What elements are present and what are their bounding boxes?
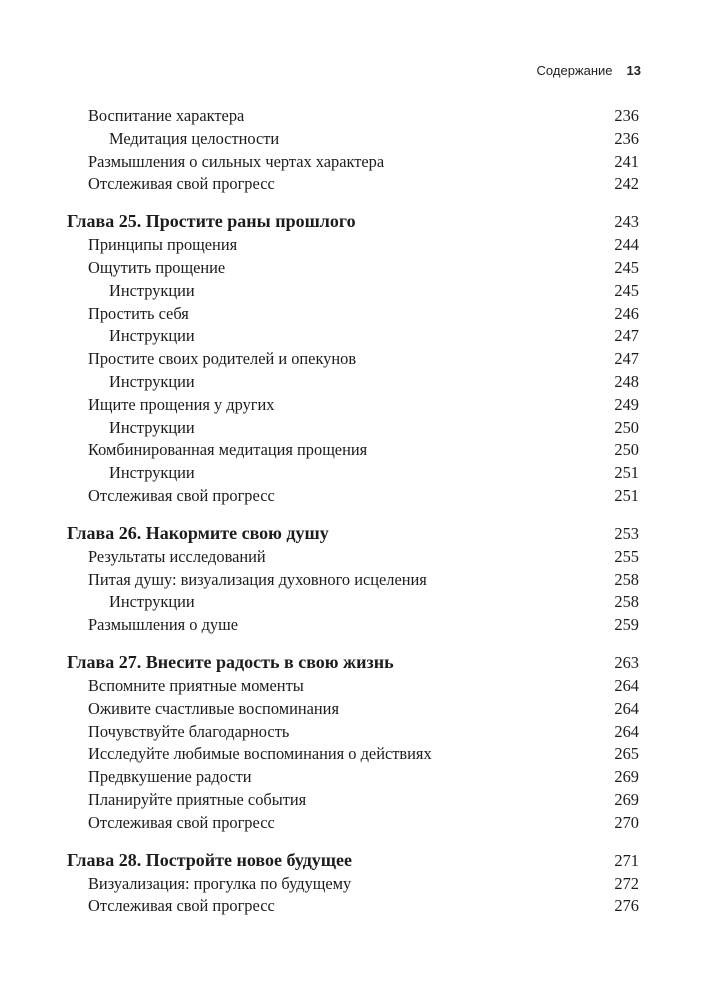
toc-entry-title: Ищите прощения у других <box>88 394 275 414</box>
toc-entry-title: Простите своих родителей и опекунов <box>88 349 357 369</box>
running-head-section-title: Содержание <box>536 63 613 78</box>
toc-entry-page: 258 <box>614 569 639 589</box>
toc-entry-page: 236 <box>614 106 639 125</box>
toc-section-row <box>67 789 639 812</box>
toc-entry-title: Отслеживая свой прогресс <box>88 485 275 505</box>
toc-entry-page: 253 <box>614 523 639 543</box>
toc-section-row <box>67 348 639 371</box>
toc-entry-title: Инструкции <box>109 326 195 346</box>
chapter-gap <box>67 835 639 848</box>
toc-entry-title: Принципы прощения <box>88 235 238 255</box>
toc-entry-title: Оживите счастливые воспоминания <box>88 698 339 718</box>
toc-entry-page: 241 <box>614 151 639 171</box>
toc-section-row <box>67 675 639 698</box>
toc-entry-page: 245 <box>614 257 639 277</box>
toc-entry-page: 246 <box>614 303 639 323</box>
toc-entry-page: 269 <box>614 789 639 809</box>
toc-entry-page: 264 <box>614 698 639 718</box>
toc-chapter-row <box>67 848 639 873</box>
toc-entry-page: 276 <box>614 896 639 916</box>
toc-entry-page: 250 <box>614 440 639 460</box>
toc-entry-title: Инструкции <box>109 280 195 300</box>
table-of-contents <box>67 105 639 918</box>
toc-entry-title: Вспомните приятные моменты <box>88 675 304 695</box>
toc-entry-title: Почувствуйте благодарность <box>88 721 290 741</box>
chapter-gap <box>67 508 639 521</box>
toc-entry-title: Размышления о душе <box>88 615 238 635</box>
toc-section-row <box>67 698 639 721</box>
toc-entry-page: 264 <box>614 675 639 695</box>
toc-entry-page: 272 <box>614 873 639 893</box>
toc-section-row <box>67 743 639 766</box>
toc-entry-title: Визуализация: прогулка по будущему <box>88 873 352 893</box>
toc-entry-page: 265 <box>614 744 639 764</box>
toc-entry-page: 255 <box>614 546 639 566</box>
toc-entry-page: 251 <box>614 485 639 505</box>
toc-subsection-row <box>67 417 639 440</box>
toc-entry-title: Размышления о сильных чертах характера <box>88 151 385 171</box>
toc-entry-page: 236 <box>614 128 639 148</box>
toc-section-row <box>67 766 639 789</box>
toc-chapter-row <box>67 650 639 675</box>
toc-section-row <box>67 257 639 280</box>
toc-entry-page: 258 <box>614 592 639 612</box>
running-head-page-number: 13 <box>626 63 641 78</box>
toc-entry-page: 247 <box>614 326 639 346</box>
toc-entry-page: 264 <box>614 721 639 741</box>
toc-entry-page: 259 <box>614 615 639 635</box>
toc-subsection-row <box>67 280 639 303</box>
toc-subsection-row <box>67 371 639 394</box>
toc-entry-title: Глава 26. Накормите свою душу <box>67 522 329 543</box>
toc-entry-page: 251 <box>614 463 639 483</box>
toc-section-row <box>67 546 639 569</box>
toc-entry-page: 269 <box>614 767 639 787</box>
toc-entry-title: Инструкции <box>109 417 195 437</box>
toc-section-row <box>67 614 639 637</box>
toc-entry-page: 271 <box>614 850 639 870</box>
toc-entry-title: Инструкции <box>109 592 195 612</box>
toc-entry-title: Исследуйте любимые воспоминания о действиях <box>88 744 432 764</box>
toc-entry-page: 263 <box>614 652 639 672</box>
toc-entry-title: Отслеживая свой прогресс <box>88 174 275 194</box>
toc-entry-page: 249 <box>614 394 639 414</box>
toc-subsection-row <box>67 128 639 151</box>
toc-chapter-row <box>67 521 639 546</box>
toc-section-row <box>67 721 639 744</box>
chapter-gap <box>67 637 639 650</box>
toc-section-row <box>67 873 639 896</box>
toc-section-row <box>67 394 639 417</box>
toc-entry-title: Планируйте приятные события <box>88 789 307 809</box>
toc-entry-title: Глава 27. Внесите радость в свою жизнь <box>67 651 394 672</box>
toc-section-row <box>67 234 639 257</box>
toc-chapter-row <box>67 209 639 234</box>
toc-entry-title: Воспитание характера <box>88 106 245 125</box>
toc-section-row <box>67 105 639 128</box>
toc-section-row <box>67 895 639 918</box>
toc-entry-title: Результаты исследований <box>88 546 266 566</box>
toc-entry-title: Инструкции <box>109 463 195 483</box>
toc-entry-title: Питая душу: визуализация духовного исцеления <box>88 569 427 589</box>
toc-entry-page: 270 <box>614 812 639 832</box>
toc-section-row <box>67 303 639 326</box>
toc-section-row <box>67 485 639 508</box>
toc-entry-page: 244 <box>614 235 639 255</box>
toc-section-row <box>67 439 639 462</box>
toc-entry-page: 242 <box>614 174 639 194</box>
toc-entry-page: 250 <box>614 417 639 437</box>
toc-section-row <box>67 812 639 835</box>
toc-subsection-row <box>67 591 639 614</box>
toc-entry-page: 247 <box>614 349 639 369</box>
toc-entry-title: Инструкции <box>109 371 195 391</box>
toc-entry-title: Глава 25. Простите раны прошлого <box>67 211 356 232</box>
toc-entry-title: Отслеживая свой прогресс <box>88 812 275 832</box>
toc-entry-title: Глава 28. Постройте новое будущее <box>67 849 352 870</box>
toc-entry-title: Комбинированная медитация прощения <box>88 440 368 460</box>
toc-entry-title: Простить себя <box>88 303 189 323</box>
toc-entry-page: 245 <box>614 280 639 300</box>
toc-entry-page: 243 <box>614 212 639 232</box>
toc-subsection-row <box>67 325 639 348</box>
toc-section-row <box>67 569 639 592</box>
toc-subsection-row <box>67 462 639 485</box>
toc-entry-title: Ощутить прощение <box>88 257 226 277</box>
toc-entry-page: 248 <box>614 371 639 391</box>
running-head <box>537 63 641 78</box>
toc-entry-title: Медитация целостности <box>109 128 280 148</box>
chapter-gap <box>67 196 639 209</box>
toc-entry-title: Отслеживая свой прогресс <box>88 896 275 916</box>
toc-section-row <box>67 151 639 174</box>
toc-section-row <box>67 173 639 196</box>
toc-entry-title: Предвкушение радости <box>88 767 252 787</box>
